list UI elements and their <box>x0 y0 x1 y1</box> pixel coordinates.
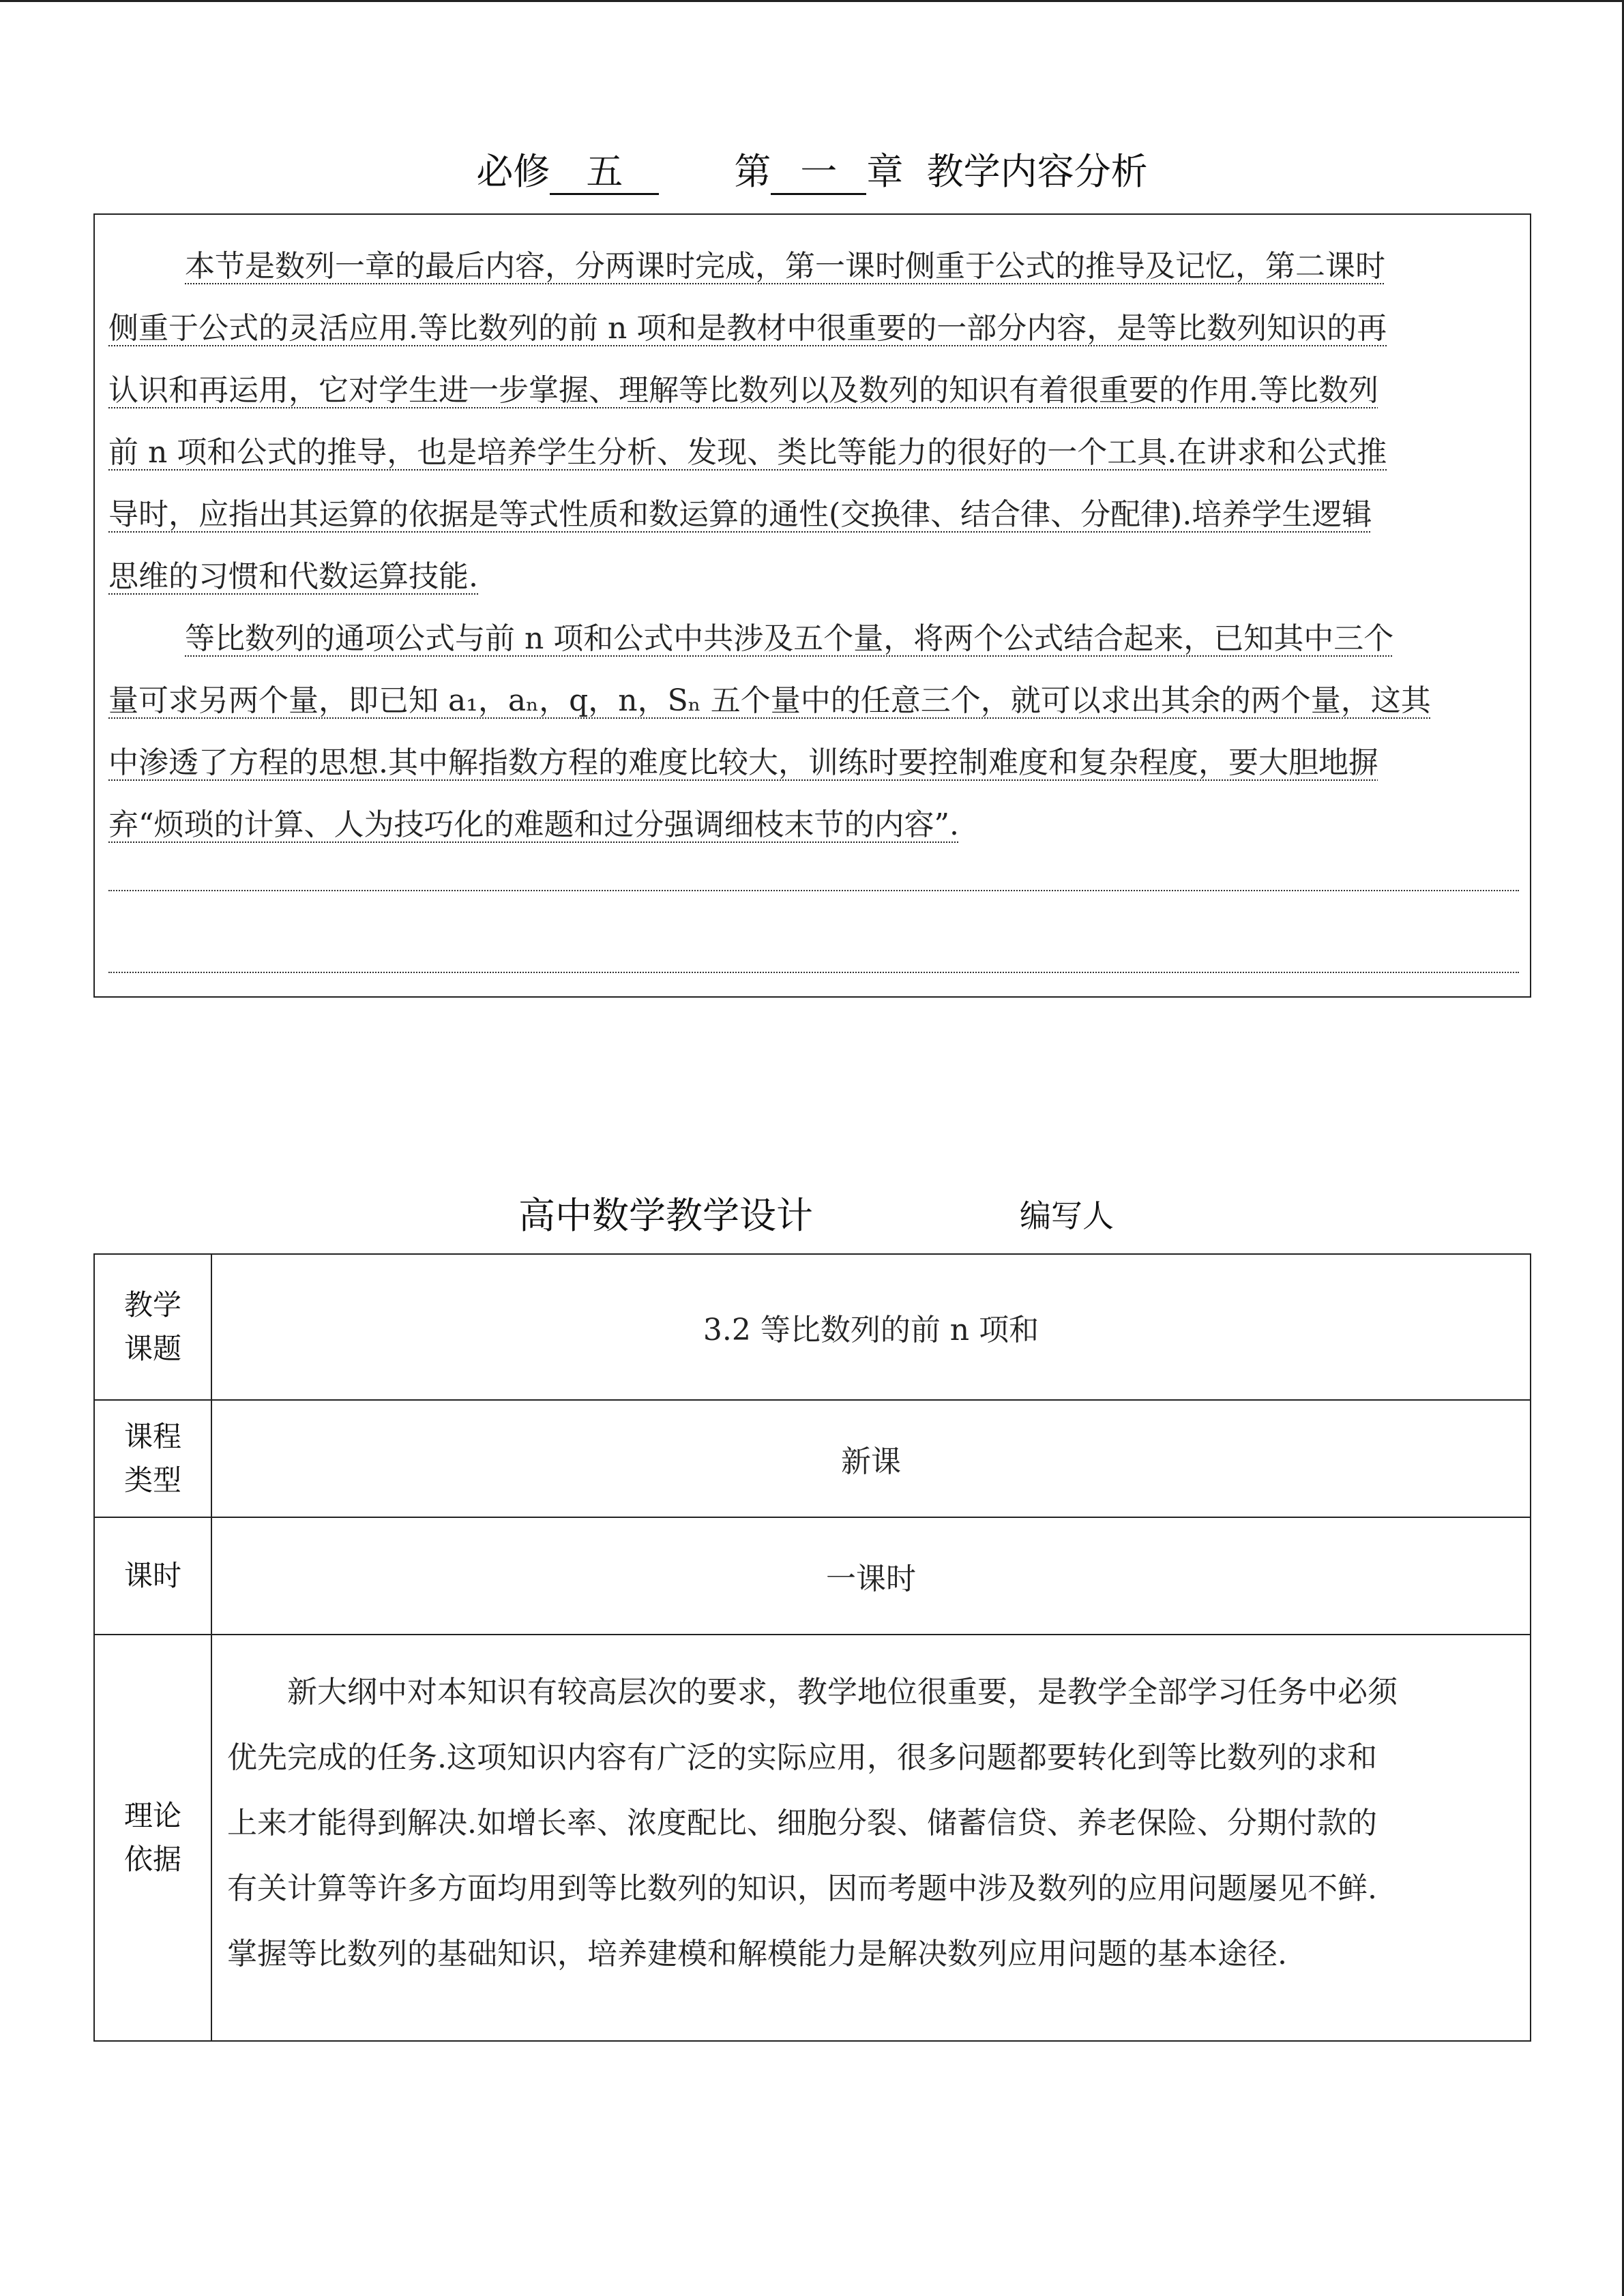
text-line: 有关计算等许多方面均用到等比数列的知识，因而考题中涉及数列的应用问题屡见不鲜. <box>227 1871 1377 1906</box>
text-line: 优先完成的任务.这项知识内容有广泛的实际应用，很多问题都要转化到等比数列的求和 <box>227 1740 1377 1775</box>
text-line: 思维的习惯和代数运算技能. <box>108 559 478 594</box>
course-type: 新课 <box>211 1400 1531 1517</box>
table-row <box>94 1635 1531 2041</box>
text-line: 新大纲中对本知识有较高层次的要求，教学地位很重要，是教学全部学习任务中必须 <box>287 1675 1398 1710</box>
page-border-top <box>0 0 1624 2</box>
blank-ruled-line <box>108 890 1519 891</box>
text-line: 侧重于公式的灵活应用.等比数列的前 n 项和是教材中很重要的一部分内容，是等比数列知识的再 <box>108 311 1387 346</box>
table-row <box>94 1400 1531 1517</box>
lesson-topic: 3.2 等比数列的前 n 项和 <box>211 1254 1531 1400</box>
row-label: 理论 依据 <box>94 1635 211 2041</box>
title-volume: 五 <box>550 151 659 195</box>
content-analysis-box <box>93 213 1531 998</box>
row-label: 课程 类型 <box>94 1400 211 1517</box>
text-line: 弃“烦琐的计算、人为技巧化的难题和过分强调细枝末节的内容”. <box>108 807 959 842</box>
title-suffix: 章 教学内容分析 <box>866 150 1148 193</box>
title-prefix: 必修 <box>476 150 550 193</box>
analysis-paragraph-1 <box>108 235 1514 608</box>
text-line: 量可求另两个量，即已知 a₁，aₙ，q，n，Sₙ 五个量中的任意三个，就可以求出其余的两个量，这其 <box>108 683 1431 718</box>
text-line: 前 n 项和公式的推导，也是培养学生分析、发现、类比等能力的很好的一个工具.在讲求和公式推 <box>108 435 1387 470</box>
lesson-design-title: 高中数学教学设计 <box>518 1194 813 1237</box>
theory-basis <box>211 1635 1531 2041</box>
text-line: 上来才能得到解决.如增长率、浓度配比、细胞分裂、储蓄信贷、养老保险、分期付款的 <box>227 1806 1377 1840</box>
lesson-design-table <box>93 1253 1531 2042</box>
row-label: 课时 <box>94 1517 211 1635</box>
analysis-paragraph-2 <box>108 608 1514 856</box>
class-hours: 一课时 <box>211 1517 1531 1635</box>
content-analysis-title <box>0 145 1624 199</box>
table-row <box>94 1254 1531 1400</box>
table-row <box>94 1517 1531 1635</box>
text-line: 本节是数列一章的最后内容，分两课时完成，第一课时侧重于公式的推导及记忆，第二课时 <box>185 249 1385 284</box>
text-line: 导时，应指出其运算的依据是等式性质和数运算的通性(交换律、结合律、分配律).培养学生逻辑 <box>108 497 1372 532</box>
author-label: 编写人 <box>1020 1197 1114 1234</box>
blank-ruled-line <box>108 972 1519 973</box>
text-line: 掌握等比数列的基础知识，培养建模和解模能力是解决数列应用问题的基本途径. <box>227 1937 1287 1971</box>
row-label: 教学 课题 <box>94 1254 211 1400</box>
title-chapter-number: 一 <box>771 151 866 195</box>
title-chapter-prefix: 第 <box>734 150 771 193</box>
text-line: 中渗透了方程的思想.其中解指数方程的难度比较大，训练时要控制难度和复杂程度，要大胆地摒 <box>108 745 1378 780</box>
text-line: 认识和再运用，它对学生进一步掌握、理解等比数列以及数列的知识有着很重要的作用.等比数列 <box>108 373 1378 408</box>
text-line: 等比数列的通项公式与前 n 项和公式中共涉及五个量，将两个公式结合起来，已知其中三个 <box>185 621 1394 656</box>
